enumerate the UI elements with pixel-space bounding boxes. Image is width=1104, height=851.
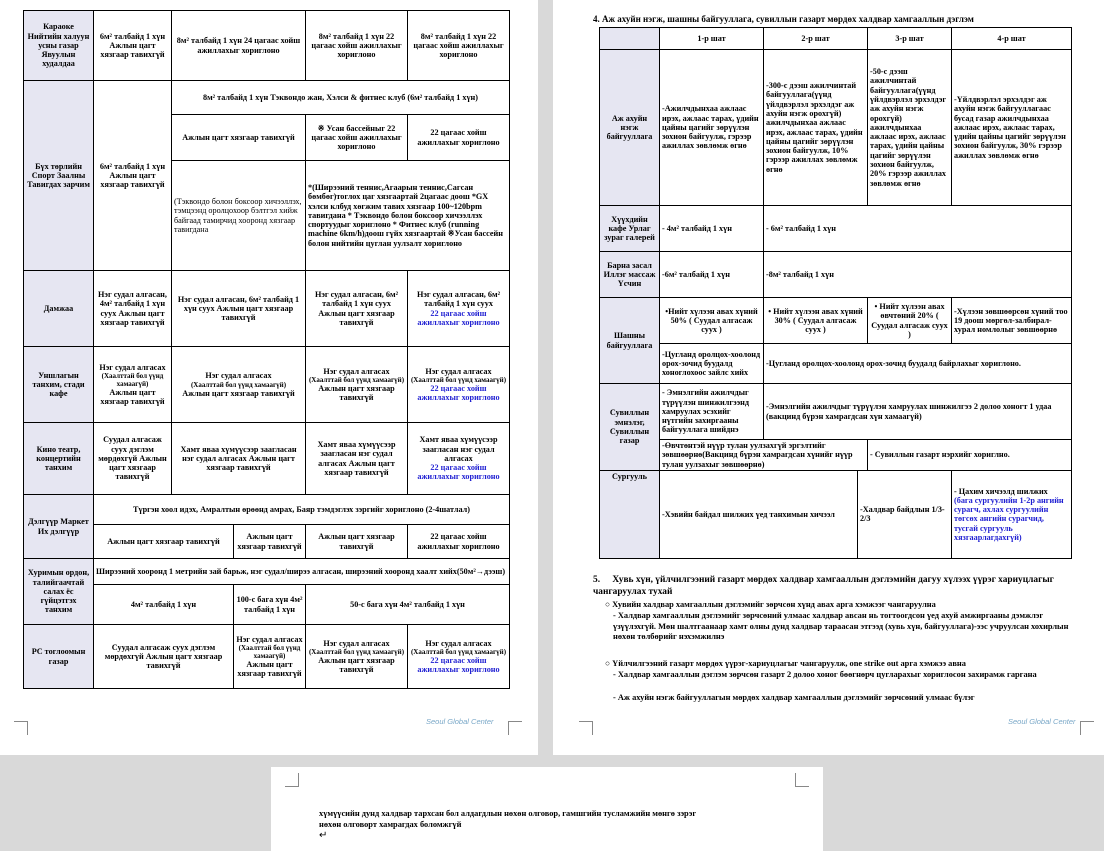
cell: -Цугланд оролцох-хоолонд орох-зочид буудалд байрлахыг хориглоно. xyxy=(764,344,1072,384)
cell-text: Нэг судал алгасах xyxy=(236,634,303,644)
table-row xyxy=(600,206,1072,252)
cell: Суудал алгасаж суух дэглэм мөрдөхгүй Ажлын цагт хязгаар тавихгүй xyxy=(94,423,172,495)
category-religious: Шашны байгууллага xyxy=(600,298,660,384)
cell: •Нийт хүлээн авах хүний 50% ( Суудал алгасаж суух ) xyxy=(660,298,764,344)
cell: 50-с бага хүн 4м² талбайд 1 хүн xyxy=(306,585,510,625)
page-corner-mark xyxy=(1080,721,1094,735)
cell xyxy=(306,347,408,423)
bullet-2-detail-2: - Аж ахуйн нэгж байгууллагын мөрдөх халдвар хамгааллын дэглэмийг зөрчсөний улмаас бүлэг xyxy=(613,693,975,702)
header-level-4: 4-р шат xyxy=(952,28,1072,50)
cell xyxy=(234,625,306,689)
table-row xyxy=(600,384,1072,440)
cell: -Хэвийн байдал шилжих үед танхимын хичээл xyxy=(660,470,858,558)
cell-text: Ажлын цагт хязгаар тавихгүй xyxy=(237,659,302,679)
table-row xyxy=(24,495,510,525)
cell: Нэг судал алгасан, 6м² талбайд 1 хүн суух Ажлын цагт хязгаар тавихгүй xyxy=(306,271,408,347)
cell: Ажлын цагт хязгаар тавихгүй xyxy=(172,115,306,161)
table-row xyxy=(600,440,1072,471)
cell-text: Нэг судал алгасах xyxy=(99,362,166,372)
cell: Түргэн хоол идэх, Амралтын өрөөнд амрах, Баяр тэмдэглэх зэргийг хориглоно (2-4шатлал) xyxy=(94,495,510,525)
cell-text: Ажлын цагт хязгаар тавихгүй xyxy=(318,383,395,403)
cell: Нэг судал алгасан, 4м² талбайд 1 хүн суух Ажлын цагт хязгаар тавихгүй xyxy=(94,271,172,347)
cell-text: Нэг судал алгасах xyxy=(323,638,390,648)
cell xyxy=(306,625,408,689)
cell: - Сувиллын газарт нэрхийг хориглно. xyxy=(868,440,1072,471)
cell-note: (Хаалттай бол үүнд хамаагүй) xyxy=(410,647,507,656)
document-page-2 xyxy=(553,0,1104,755)
category-sports: Бүх төрлийн Спорт Заалны Тавигдах зарчим xyxy=(24,81,94,271)
cell: -Эмнэлгийн ажилчдыг түрүүлэн хамруулах шинжилгээ 2 долоо хоногт 1 удаа (вакцинд бүрэн хамрагдсан хүн хамаагүй) xyxy=(764,384,1072,440)
cell: 8м² талбайд 1 хүн Тэквондо жан, Хэлси & фитнес клуб (6м² талбайд 1 хүн) xyxy=(172,81,510,115)
cell: *(Ширээний теннис,Агаарын теннис,Сагсан бөмбөг)тоглох цаг хязгаартай 2цагаас доош *GX хэлси клбуд хөгжим тавих хязгаар 100~120bpm тавигдана * Тэквондо болон боксоор хичээллэх спортуудыг хориглоно * Фитнес клуб (running machine 6km/h)доош гүйх хязгаартай ※Усан бассейн болон нийтийн цуглан уулзалт хориглоно xyxy=(306,161,510,271)
table-row xyxy=(24,271,510,347)
paragraph-line: нөхөн олговорт хамрагдах боломжгүй xyxy=(319,820,462,829)
cell: 6м² талбайд 1 хүн Ажлын цагт хязгаар тавихгүй xyxy=(94,81,172,271)
restrictions-table-right xyxy=(599,27,1072,559)
category-pc-room: PC тоглоомын газар xyxy=(24,625,94,689)
cell xyxy=(408,423,510,495)
category-beauty: Барна засал Иллэг массаж Үсчин xyxy=(600,252,660,298)
cell: -300-с дээш ажилчинтай байгууллага(үүнд үйлдвэрлэл эрхэлдэг аж ахуйн нэгж орохгүй) ажилчдынхаа ажлаас ирэх, ажлаас тарах, үдийн цайны цагийг зөрүүлэн зохион байгуулж, 10% гэрээр ажиллах зөвлөмж өгнө xyxy=(764,50,868,206)
category-sanatorium: Сувиллын эмнэлэг, Сувиллын газар xyxy=(600,384,660,471)
cell-note: (Хаалттай бол үүнд хамаагүй) xyxy=(308,375,405,384)
table-row xyxy=(600,298,1072,344)
document-page-1 xyxy=(0,0,538,755)
category-academy: Дамжаа xyxy=(24,271,94,347)
cell: -Өвчтөнтэй нүүр тулан уулзахгүй эргэлтийг зөвшөөрнө(Вакцинд бүрэн хамрагдсан хүнийг нүүр тулан уулзахыг зөвшөөрнө) xyxy=(660,440,868,471)
cell-text-blue: 22 цагаас хойш ажиллахыг хориглоно xyxy=(417,308,500,327)
cell-text-blue: (бага сургуулийн 1-2р ангийн сурагч, ахлах сургуулийн төгсөх ангийн сурагчид, тусгай сургууль хязгаарлагдахгүй) xyxy=(954,495,1064,542)
cell-note: (Хаалттай бол үүнд хамаагүй) xyxy=(238,643,301,660)
cell: -50-с дээш ажилчинтай байгууллага(үүнд үйлдвэрлэл эрхэлдэг аж ахуйн нэгж орохгүй) ажилчдынхаа ажлаас ирэх, ажлаас тарах, үдийн цайны цагийг зөрүүлэн зохион байгуулж, 20% гэрээр ажиллах зөвлөмж өгнө xyxy=(868,50,952,206)
cell xyxy=(408,347,510,423)
table-row xyxy=(24,11,510,81)
cell: -Халдвар байдлын 1/3-2/3 xyxy=(858,470,952,558)
table-row xyxy=(600,470,1072,558)
cell: 22 цагаас хойш ажиллахыг хориглоно xyxy=(408,525,510,559)
section-5-title xyxy=(593,574,1084,598)
header-level-2: 2-р шат xyxy=(764,28,868,50)
continued-paragraph xyxy=(319,808,696,841)
bullet-1: ○ Хувийн халдвар хамгааллын дэглэмийг зөрчсөн хүнд авах арга хэмжээг чангаруулна xyxy=(605,600,936,609)
section-4-title: 4. Аж ахуйн нэгж, шашны байгууллага, сувиллын газарт мөрдөх халдвар хамгааллын дэглэм xyxy=(593,14,974,24)
cell: -Цугланд оролцох-хоолонд орох-зочид буудалд хоноглохоос зайлс хийх xyxy=(660,344,764,384)
cell: Ажлын цагт хязгаар тавихгүй xyxy=(234,525,306,559)
cell: Ажлын цагт хязгаар тавихгүй xyxy=(306,525,408,559)
cell: Хамт яваа хүмүүсээр заагласан нэг судал алгасах Ажлын цагт хязгаар тавихгүй xyxy=(172,423,306,495)
cell-text: Нэг судал алгасах xyxy=(205,371,272,381)
section-title-text: Хувь хүн, үйлчилгээний газарт мөрдөх халдвар хамгааллын дэглэмийн дагуу хүлээх үүрэг хариуцлагыг чангаруулах тухай xyxy=(593,575,1054,597)
cell xyxy=(408,271,510,347)
category-gallery: Хүүхдийн кафе Урлаг зураг галерей xyxy=(600,206,660,252)
cell-text: Нэг судал алгасах xyxy=(425,638,492,648)
page-corner-mark xyxy=(579,721,593,735)
category-cinema: Кино театр, концертийн танхим xyxy=(24,423,94,495)
header-level-3: 3-р шат xyxy=(868,28,952,50)
page-corner-mark xyxy=(795,773,809,787)
table-row xyxy=(24,585,510,625)
cell-text: Ажлын цагт хязгаар тавихгүй xyxy=(318,655,395,675)
category-business: Аж ахуйн нэгж байгууллага xyxy=(600,50,660,206)
cell: 8м² талбайд 1 хүн 24 цагаас хойш ажиллахыг хориглоно xyxy=(172,11,306,81)
cell-text-blue: 22 цагаас хойш ажиллахыг хориглоно xyxy=(417,383,500,403)
cell: -Үйлдвэрлэл эрхэлдэг аж ахуйн нэгж байгууллагаас бусад газар ажилчдынхаа ажлаас ирэх, ажлаас тарах, үдийн цайны цагийг зөрүүлэн зохион байгуулж, 30% гэрээр ажиллах зөвлөмж өгнө xyxy=(952,50,1072,206)
cell: 100-с бага хүн 4м² талбайд 1 хүн xyxy=(234,585,306,625)
cell: 6м² талбайд 1 хүн Ажлын цагт хязгаар тавихгүй xyxy=(94,11,172,81)
logo-text: Seoul Global Center xyxy=(426,717,494,726)
cell: Ажлын цагт хязгаар тавихгүй xyxy=(94,525,234,559)
bullet-1-detail: - Халдвар хамгааллын дэглэмийг зөрчсөний улмаас халдвар авсан нь тогтоогдсон үед ахуй амжиргааны дэмжлэг үзүүлэхгүй. Мөн шалтгаанаар хамт олны дунд халдвар тараасан этгээд (хувь хүн, байгууллага)-ээс учруулсан хохирлын нөхөн төлбөрийг нэхэмжилнэ xyxy=(613,611,1069,641)
bullet-2: ○ Үйлчилгээний газарт мөрдөх үүрэг-хариуцлагыг чангаруулж, one strike out арга хэмжээ авна xyxy=(605,659,966,668)
table-row xyxy=(24,347,510,423)
cell-text: Ажлын цагт хязгаар тавихгүй xyxy=(182,388,295,398)
cell xyxy=(172,347,306,423)
table-row xyxy=(24,525,510,559)
seoul-global-center-logo xyxy=(1008,717,1076,726)
table-row xyxy=(24,625,510,689)
cell-text: Хамт яваа хүмүүсээр заагласан нэг судал алгасах xyxy=(419,435,498,463)
cell xyxy=(94,347,172,423)
cell: Нэг судал алгасан, 6м² талбайд 1 хүн суух Ажлын цагт хязгаар тавихгүй xyxy=(172,271,306,347)
header-level-1: 1-р шат xyxy=(660,28,764,50)
page-corner-mark xyxy=(285,773,299,787)
cell: 8м² талбайд 1 хүн 22 цагаас хойш ажиллахыг хориглоно xyxy=(408,11,510,81)
cell-text-blue: 22 цагаас хойш ажиллахыг хориглоно xyxy=(417,655,500,675)
category-karaoke: Караоке Нийтийн халуун усны газар Явуулын худалдаа xyxy=(24,11,94,81)
document-page-3 xyxy=(271,767,823,851)
cell-text: Нэг судал алгасах xyxy=(323,366,390,376)
cell-text: Ажлын цагт хязгаар тавихгүй xyxy=(100,387,165,407)
cell: 22 цагаас хойш ажиллахыг хориглоно xyxy=(408,115,510,161)
cell: -6м² талбайд 1 хүн xyxy=(660,252,764,298)
cell: Суудал алгасаж суух дэглэм мөрдөхгүй Ажлын цагт хязгаар тавихгүй xyxy=(94,625,234,689)
cell: 4м² талбайд 1 хүн xyxy=(94,585,234,625)
cell xyxy=(408,625,510,689)
cell: - Эмнэлгийн ажилчдыг түрүүлэн шинжилгээнд хамруулах эсэхийг нүтгийн захиргааны байгууллага шийднэ xyxy=(660,384,764,440)
cell-text: Нэг судал алгасан, 6м² талбайд 1 хүн суух xyxy=(416,289,501,309)
category-stores: Дэлгүүр Маркет Их дэлгүүр xyxy=(24,495,94,559)
table-row xyxy=(600,50,1072,206)
category-school: Сургууль xyxy=(600,470,660,558)
table-row xyxy=(24,423,510,495)
cell: 8м² талбайд 1 хүн 22 цагаас хойш ажиллахыг хориглоно xyxy=(306,11,408,81)
cell-text: Нэг судал алгасах xyxy=(425,366,492,376)
bullet-2-detail-1: - Халдвар хамгааллын дэглэм зөрчсөн газарт 2 долоо хоног бөөгнөрч цугларахыг хориглосон захирамж гаргана xyxy=(613,670,1037,679)
cell: (Тэквондо болон боксоор хичээллэх, тэмцээнд оролцохоор бэлтгэл хийж байгаад тамирчид хооронд хязгаар тавигдана xyxy=(172,161,306,271)
cell-text: - Цахим хичээлд шилжих xyxy=(954,486,1048,496)
restrictions-table-left xyxy=(23,10,510,689)
cell: - 6м² талбайд 1 хүн xyxy=(764,206,1072,252)
logo-text: Seoul Global Center xyxy=(1008,717,1076,726)
header-corner xyxy=(600,28,660,50)
table-row xyxy=(24,81,510,115)
seoul-global-center-logo xyxy=(426,717,494,726)
paragraph-mark-icon: ↵ xyxy=(319,830,328,841)
table-header-row xyxy=(600,28,1072,50)
table-row xyxy=(600,344,1072,384)
cell: -Хүлээн зөвшөөрсөн хүний тоо 19 доош мөргөл-залбирал-хурал номлолыг зөвшөөрнө xyxy=(952,298,1072,344)
cell-note: (Хаалттай бол үүнд хамаагүй) xyxy=(101,371,164,388)
paragraph-line: хүмүүсийн дунд халдвар тархсан бол алдагдлын нөхөн олговор, гамшгийн тусламжийн мөнгө зэрэг xyxy=(319,809,697,818)
cell xyxy=(952,470,1072,558)
page-corner-mark xyxy=(508,721,522,735)
category-wedding-hall: Хуримын ордон, талийгаачтай салах ёс гүйцэтгэх танхим xyxy=(24,559,94,625)
section-number: 5. xyxy=(593,575,601,585)
page-corner-mark xyxy=(14,721,28,735)
table-row xyxy=(24,559,510,585)
cell-note: (Хаалттай бол үүнд хамаагүй) xyxy=(308,647,405,656)
cell: -8м² талбайд 1 хүн xyxy=(764,252,1072,298)
cell-text-blue: 22 цагаас хойш ажиллахыг хориглоно xyxy=(417,463,500,482)
cell: • Нийт хүлээн авах хүний 30% ( Суудал алгасаж суух ) xyxy=(764,298,868,344)
table-row xyxy=(600,252,1072,298)
cell: -Ажилчдынхаа ажлаас ирэх, ажлаас тарах, үдийн цайны цагийг зөрүүлэн зохион байгуулж, гэрээр ажиллах зөвлөмж өгнө xyxy=(660,50,764,206)
cell: ※ Усан бассейныг 22 цагаас хойш ажиллахыг хориглоно xyxy=(306,115,408,161)
cell: Хамт яваа хүмүүсээр заагласан нэг судал алгасах Ажлын цагт хязгаар тавихгүй xyxy=(306,423,408,495)
cell-note: (Хаалттай бол үүнд хамаагүй) xyxy=(190,380,287,389)
cell-note: (Хаалттай бол үүнд хамаагүй) xyxy=(410,375,507,384)
cell: • Нийт хүлээн авах өвчтөний 20% ( Суудал алгасаж суух ) xyxy=(868,298,952,344)
cell: - 4м² талбайд 1 хүн xyxy=(660,206,764,252)
cell: Ширээний хооронд 1 метрийн зай барьж, нэг судал/ширээ алгасан, ширээний хооронд хаалт хийх(50м²→дээш) xyxy=(94,559,510,585)
category-reading-room: Уншлагын танхим, стади кафе xyxy=(24,347,94,423)
